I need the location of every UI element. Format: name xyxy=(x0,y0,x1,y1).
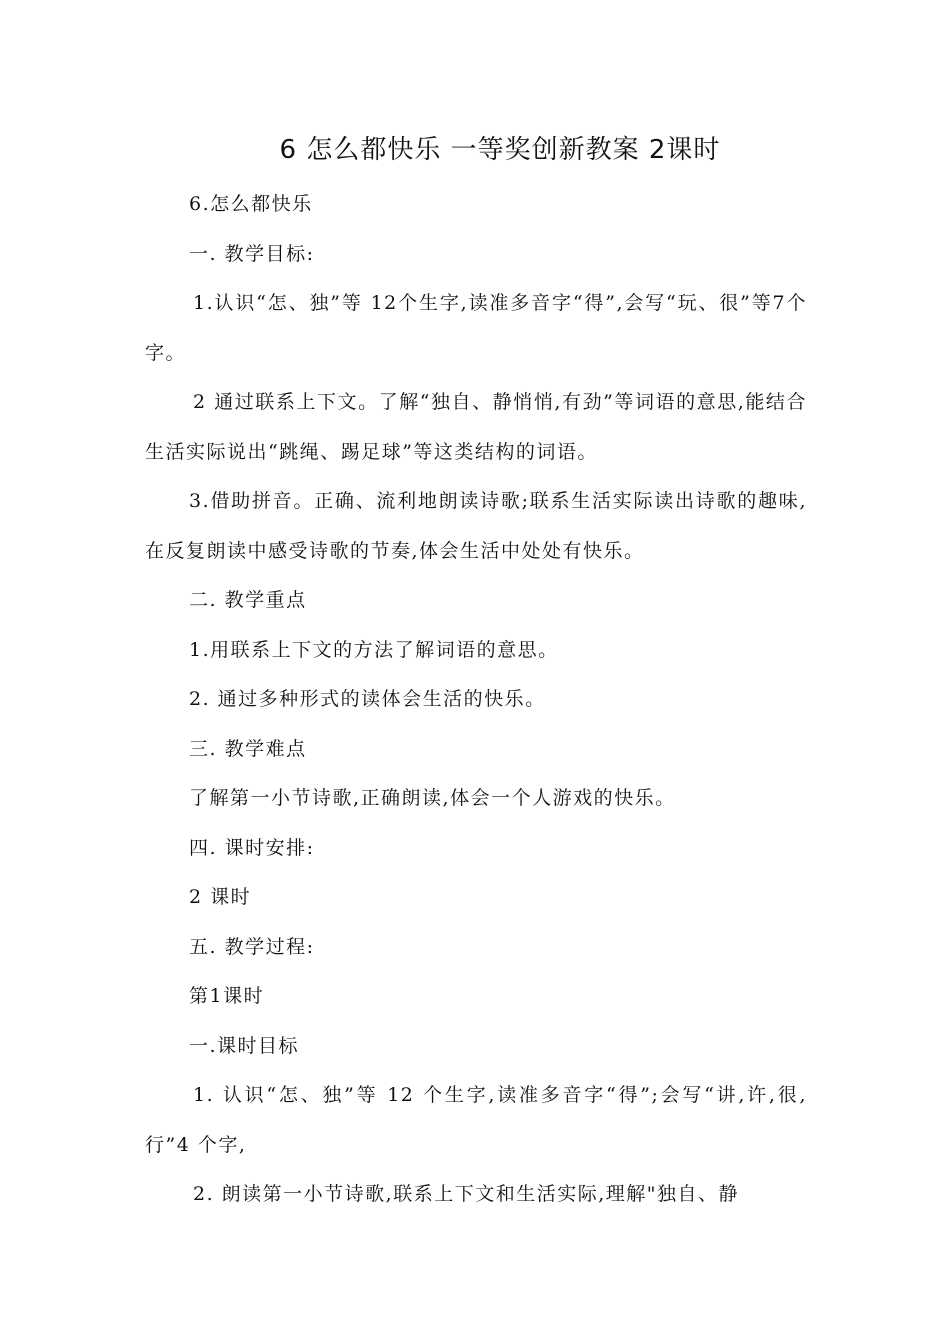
section-heading: 6.怎么都快乐 xyxy=(189,193,313,215)
section-heading: 五. 教学过程: xyxy=(189,935,315,958)
body-paragraph: 2 课时 xyxy=(189,886,252,908)
section-heading: 一.课时目标 xyxy=(189,1034,300,1057)
body-paragraph: 2 通过联系上下文。了解“独自、静悄悄,有劲”等词语的意思,能结合生活实际说出“跳绳、踢足球”等这类结构的词语。 xyxy=(145,391,807,463)
section-heading: 二. 教学重点 xyxy=(189,589,307,611)
body-paragraph: 3.借助拼音。正确、流利地朗读诗歌;联系生活实际读出诗歌的趣味,在反复朗读中感受诗歌的节奏,体会生活中处处有快乐。 xyxy=(145,490,807,562)
document-title: 6 怎么都快乐 一等奖创新教案 2课时 xyxy=(279,135,721,165)
body-paragraph: 1.认识“怎、独”等 12个生字,读准多音字“得”,会写“玩、很”等7个字。 xyxy=(145,292,807,364)
section-heading: 一. 教学目标: xyxy=(189,242,315,265)
section-heading: 三. 教学难点 xyxy=(189,737,307,760)
body-paragraph: 了解第一小节诗歌,正确朗读,体会一个人游戏的快乐。 xyxy=(189,787,676,809)
body-paragraph: 2. 朗读第一小节诗歌,联系上下文和生活实际,理解"独自、静 xyxy=(193,1183,739,1205)
body-paragraph: 1. 认识“怎、独”等 12 个生字,读准多音字“得”;会写“讲,许,很,行”4 个字, xyxy=(145,1084,807,1156)
body-paragraph: 2. 通过多种形式的读体会生活的快乐。 xyxy=(189,688,546,710)
body-paragraph: 1.用联系上下文的方法了解词语的意思。 xyxy=(189,638,559,661)
section-heading: 四. 课时安排: xyxy=(189,836,315,859)
document-body xyxy=(145,180,807,1220)
section-heading: 第1课时 xyxy=(189,985,265,1007)
